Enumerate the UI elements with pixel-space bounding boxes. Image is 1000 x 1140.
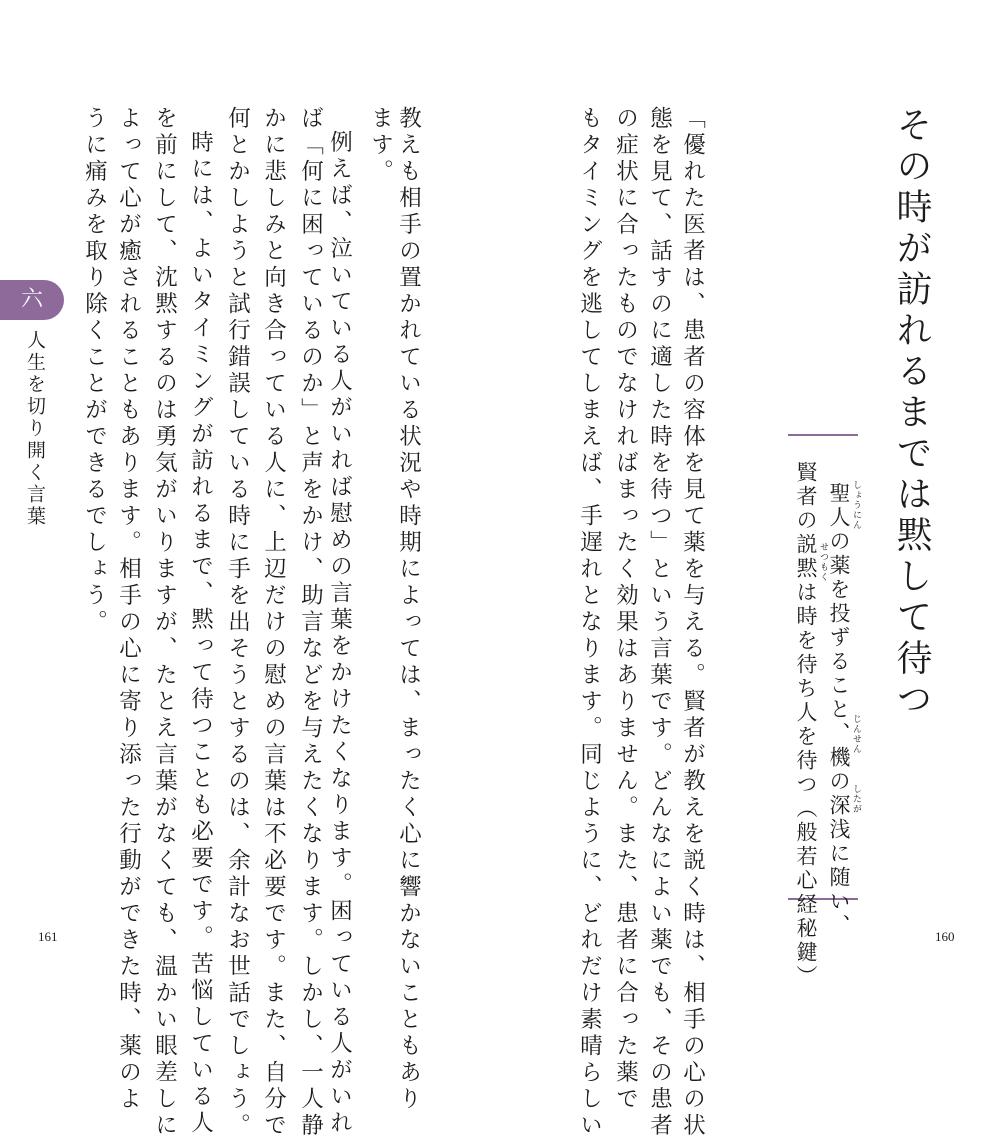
body-column-7: 時には、よいタイミングが訪れるまで、黙って待つことも必要です。苦悩している人 — [187, 130, 214, 1137]
body-column-1: 教えも相手の置かれている状況や時期によっては、まったく心に響かないこともあり — [395, 106, 422, 1113]
body-column-8: を前にして、沈黙するのは勇気がいりますが、たとえ言葉がなくても、温かい眼差しに — [151, 106, 178, 1140]
right-body-column-2: 態を見て、話すのに適した時を待つ」という言葉です。どんなによい薬でも、その患者 — [646, 106, 673, 1140]
ruby-jinsen: じんせん — [851, 714, 861, 754]
page-number-right: 160 — [935, 929, 955, 944]
quote-line-1: 聖人の薬を投ずること、機の深浅に随い、 — [827, 482, 851, 938]
ruby-setsumoku: せつもく — [818, 542, 828, 582]
body-column-10: うに痛みを取り除くことができるでしょう。 — [81, 106, 108, 636]
chapter-tab — [0, 280, 64, 320]
ruby-shitagai: したが — [851, 784, 861, 814]
ruby-shounin: しょうにん — [851, 480, 861, 530]
body-column-2: ます。 — [367, 106, 394, 186]
chapter-number: 六 — [20, 287, 43, 312]
right-body-column-1: 「優れた医者は、患者の容体を見て薬を与える。賢者が教えを説く時は、相手の心の状 — [679, 106, 706, 1140]
body-column-4: ば「何に困っているのか」と声をかけ、助言などを与えたくなります。しかし、一人静 — [297, 106, 324, 1140]
page-title: その時が訪れるまでは黙して待つ — [891, 106, 932, 721]
section-label: 人生を切り開く言葉 — [24, 330, 46, 528]
body-column-3: 例えば、泣いている人がいれば慰めの言葉をかけたくなります。困っている人がいれ — [326, 130, 353, 1137]
quote-rule-top — [788, 434, 858, 436]
body-column-9: よって心が癒されることもあります。相手の心に寄り添った行動ができた時、薬のよ — [115, 106, 142, 1113]
right-body-column-4: もタイミングを逃してしまえば、手遅れとなります。同じように、どれだけ素晴らしい — [576, 106, 603, 1140]
page-number-left: 161 — [38, 929, 58, 944]
right-body-column-3: の症状に合ったものでなければまったく効果はありません。また、患者に合った薬で — [612, 106, 639, 1113]
body-column-5: かに悲しみと向き合っている人に、上辺だけの慰めの言葉は不必要です。また、自分で — [260, 106, 287, 1140]
body-column-6: 何とかしようと試行錯誤している時に手を出そうとするのは、余計なお世話でしょう。 — [224, 106, 251, 1140]
quote-line-2: 賢者の説黙は時を待ち人を待つ（般若心経秘鍵） — [794, 461, 818, 989]
